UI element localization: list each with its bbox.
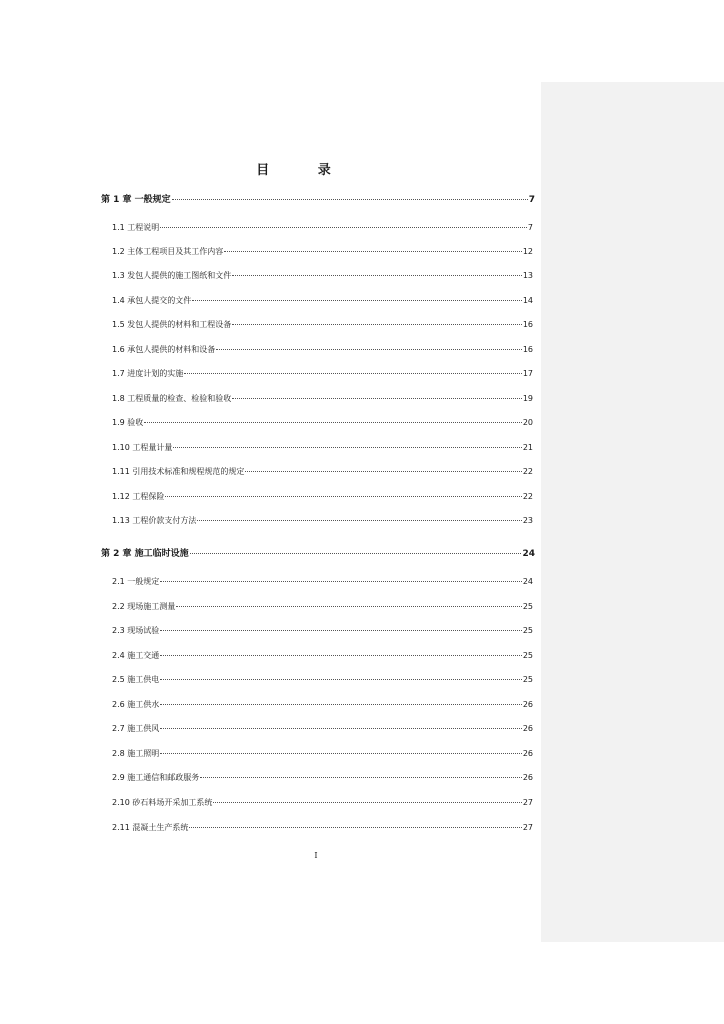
toc-entry-page-number: 16 (522, 345, 533, 354)
toc-dot-leader (197, 520, 521, 521)
toc-dot-leader (160, 679, 522, 680)
toc-section-entry[interactable] (112, 650, 533, 661)
toc-entry-label: 1.7 进度计划的实施 (112, 369, 184, 378)
toc-dot-leader (184, 373, 522, 374)
toc-section-entry[interactable] (112, 748, 533, 759)
toc-entry-label: 1.11 引用技术标准和规程规范的规定 (112, 467, 245, 476)
toc-entry-label: 2.2 现场施工测量 (112, 602, 176, 611)
toc-entry-label: 1.12 工程保险 (112, 492, 165, 501)
toc-section-entry[interactable] (112, 772, 533, 783)
toc-entry-label: 2.8 施工照明 (112, 749, 160, 758)
toc-dot-leader (165, 496, 521, 497)
toc-entry-label: 1.10 工程量计量 (112, 443, 173, 452)
toc-dot-leader (224, 251, 522, 252)
toc-section-entry[interactable] (112, 491, 533, 502)
toc-entry-page-number: 25 (522, 626, 533, 635)
toc-chapter-entry[interactable] (101, 192, 535, 205)
toc-entry-page-number: 23 (522, 516, 533, 525)
toc-section-entry[interactable] (112, 270, 533, 281)
toc-dot-leader (160, 227, 527, 228)
toc-entry-page-number: 19 (522, 394, 533, 403)
toc-section-entry[interactable] (112, 625, 533, 636)
toc-dot-leader (160, 704, 522, 705)
toc-entry-page-number: 21 (522, 443, 533, 452)
toc-section-entry[interactable] (112, 393, 533, 404)
toc-entry-page-number: 26 (522, 700, 533, 709)
toc-entry-page-number: 26 (522, 724, 533, 733)
comment-pane (541, 82, 724, 942)
toc-entry-page-number: 14 (522, 296, 533, 305)
toc-dot-leader (245, 471, 521, 472)
toc-dot-leader (160, 581, 522, 582)
toc-entry-page-number: 25 (522, 602, 533, 611)
toc-section-entry[interactable] (112, 797, 533, 808)
toc-entry-label: 第 1 章 一般规定 (101, 195, 171, 205)
toc-title: 目 录 (256, 163, 353, 178)
toc-section-entry[interactable] (112, 576, 533, 587)
toc-section-entry[interactable] (112, 417, 533, 428)
toc-dot-leader (160, 728, 522, 729)
toc-dot-leader (190, 553, 522, 554)
toc-dot-leader (176, 606, 522, 607)
toc-entry-page-number: 7 (527, 223, 533, 232)
toc-section-entry[interactable] (112, 822, 533, 833)
toc-entry-label: 2.1 一般规定 (112, 577, 160, 586)
toc-entry-page-number: 25 (522, 651, 533, 660)
toc-dot-leader (232, 275, 522, 276)
toc-section-entry[interactable] (112, 466, 533, 477)
toc-section-entry[interactable] (112, 442, 533, 453)
toc-entry-page-number: 12 (522, 247, 533, 256)
toc-entry-label: 1.2 主体工程项目及其工作内容 (112, 247, 224, 256)
toc-dot-leader (160, 655, 522, 656)
toc-entry-label: 1.6 承包人提供的材料和设备 (112, 345, 216, 354)
toc-dot-leader (232, 398, 522, 399)
toc-entry-label: 1.3 发包人提供的施工图纸和文件 (112, 271, 232, 280)
toc-entry-label: 1.1 工程说明 (112, 223, 160, 232)
toc-entry-page-number: 27 (522, 798, 533, 807)
toc-section-entry[interactable] (112, 222, 533, 233)
toc-entry-label: 第 2 章 施工临时设施 (101, 549, 189, 559)
toc-dot-leader (160, 630, 522, 631)
toc-entry-page-number: 22 (522, 467, 533, 476)
toc-entry-label: 2.6 施工供水 (112, 700, 160, 709)
toc-entry-label: 1.8 工程质量的检查、检验和验收 (112, 394, 232, 403)
toc-entry-page-number: 13 (522, 271, 533, 280)
toc-entry-page-number: 17 (522, 369, 533, 378)
toc-entry-page-number: 27 (522, 823, 533, 832)
toc-section-entry[interactable] (112, 601, 533, 612)
toc-dot-leader (213, 802, 521, 803)
toc-entry-page-number: 25 (522, 675, 533, 684)
toc-entry-page-number: 26 (522, 749, 533, 758)
toc-dot-leader (216, 349, 522, 350)
toc-section-entry[interactable] (112, 295, 533, 306)
toc-entry-label: 2.5 施工供电 (112, 675, 160, 684)
toc-section-entry[interactable] (112, 515, 533, 526)
toc-dot-leader (160, 753, 522, 754)
toc-entry-page-number: 26 (522, 773, 533, 782)
toc-entry-label: 1.9 验收 (112, 418, 144, 427)
toc-dot-leader (192, 300, 522, 301)
toc-dot-leader (200, 777, 522, 778)
toc-entry-label: 2.7 施工供风 (112, 724, 160, 733)
toc-dot-leader (172, 199, 528, 200)
toc-entry-page-number: 24 (522, 577, 533, 586)
toc-entry-label: 2.10 砂石料场开采加工系统 (112, 798, 213, 807)
toc-entry-page-number: 24 (522, 549, 535, 559)
toc-section-entry[interactable] (112, 723, 533, 734)
toc-section-entry[interactable] (112, 344, 533, 355)
toc-dot-leader (144, 422, 522, 423)
toc-entry-label: 2.3 现场试验 (112, 626, 160, 635)
toc-entry-page-number: 22 (522, 492, 533, 501)
toc-dot-leader (232, 324, 522, 325)
toc-chapter-entry[interactable] (101, 546, 535, 559)
toc-entry-label: 2.9 施工通信和邮政服务 (112, 773, 200, 782)
toc-section-entry[interactable] (112, 699, 533, 710)
toc-entry-page-number: 7 (528, 195, 535, 205)
toc-entry-label: 1.4 承包人提交的文件 (112, 296, 192, 305)
page-number-footer: I (314, 851, 318, 860)
toc-entry-page-number: 20 (522, 418, 533, 427)
toc-entry-label: 2.4 施工交通 (112, 651, 160, 660)
toc-section-entry[interactable] (112, 246, 533, 257)
toc-dot-leader (173, 447, 521, 448)
toc-entry-label: 2.11 混凝土生产系统 (112, 823, 189, 832)
toc-dot-leader (189, 827, 521, 828)
toc-section-entry[interactable] (112, 319, 533, 330)
toc-entry-label: 1.5 发包人提供的材料和工程设备 (112, 320, 232, 329)
toc-entry-page-number: 16 (522, 320, 533, 329)
toc-section-entry[interactable] (112, 368, 533, 379)
toc-entry-label: 1.13 工程价款支付方法 (112, 516, 197, 525)
toc-section-entry[interactable] (112, 674, 533, 685)
